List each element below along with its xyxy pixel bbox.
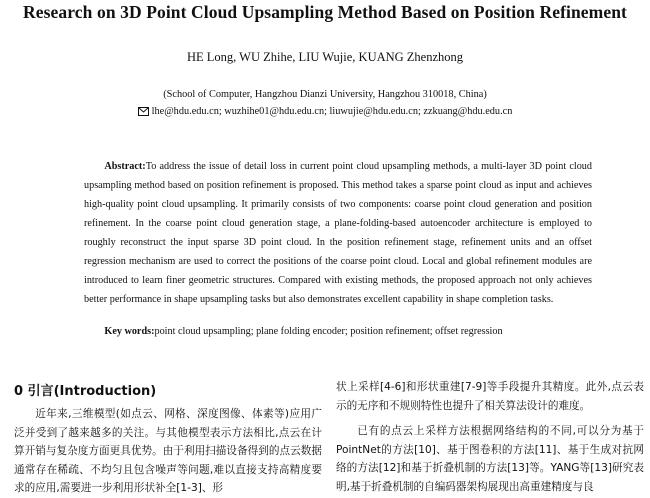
email-addresses: lhe@hdu.edu.cn; wuzhihe01@hdu.edu.cn; liuwujie@hdu.edu.cn; zzkuang@hdu.edu.cn (151, 106, 513, 117)
left-column (14, 383, 322, 498)
envelope-icon (138, 107, 149, 119)
intro-paragraph-right-2: 已有的点云上采样方法根据网络结构的不同,可以分为基于PointNet的方法[10]、基于图卷积的方法[11]、基于生成对抗网络的方法[12]和基于折叠机制的方法[13]等。YANG等[13]研究表明,基于折叠机制的自编码器架构展现出高重建精度与良 (336, 425, 644, 493)
keywords-label: Key words: (104, 326, 155, 337)
email-line (0, 106, 650, 119)
abstract (84, 157, 592, 309)
abstract-text: To address the issue of detail loss in current point cloud upsampling methods, a multi-layer 3D point cloud upsampling method based on position refinement is proposed. This method takes a sparse point cloud as input and achieves high-quality point cloud upsampling. It primarily consists of two components: coarse point cloud generation and position refinement. In the coarse point cloud generation stage, a plane-folding-based autoencoder architecture is employed to roughly reconstruct the input sparse 3D point cloud. In the position refinement stage, refinement units and an offset regression mechanism are used to correct the positions of the coarse point cloud. Local and global refinement modules are introduced to learn finer geometric structures. Compared with existing methods, the proposed approach not only achieves better performance in shape upsampling tasks but also demonstrates excellent capability in shape completion tasks. (84, 161, 592, 305)
intro-paragraph-right-1: 状上采样[4-6]和形状重建[7-9]等手段提升其精度。此外,点云表示的无序和不规则特性也提升了相关算法设计的难度。 (336, 381, 644, 412)
keywords-text: point cloud upsampling; plane folding encoder; position refinement; offset regression (154, 326, 503, 337)
abstract-label: Abstract: (104, 161, 146, 172)
intro-paragraph-left: 近年来,三维模型(如点云、网格、深度图像、体素等)应用广泛并受到了越来越多的关注。与其他模型表示方法相比,点云在计算开销与复杂度方面更具优势。由于利用扫描设备得到的点云数据通常存在稀疏、不均匀且包含噪声等问题,难以直接支持高精度要求的应用,需要进一步利用形状补全[1-3]、形 (14, 408, 322, 495)
paper-title: Research on 3D Point Cloud Upsampling Method Based on Position Refinement (23, 2, 627, 22)
section-heading: 0 引言(Introduction) (14, 384, 157, 399)
keywords (84, 322, 592, 341)
author-list: HE Long, WU Zhihe, LIU Wujie, KUANG Zhenzhong (186, 50, 464, 64)
right-column (336, 378, 644, 497)
affiliation: (School of Computer, Hangzhou Dianzi University, Hangzhou 310018, China) (163, 89, 487, 100)
